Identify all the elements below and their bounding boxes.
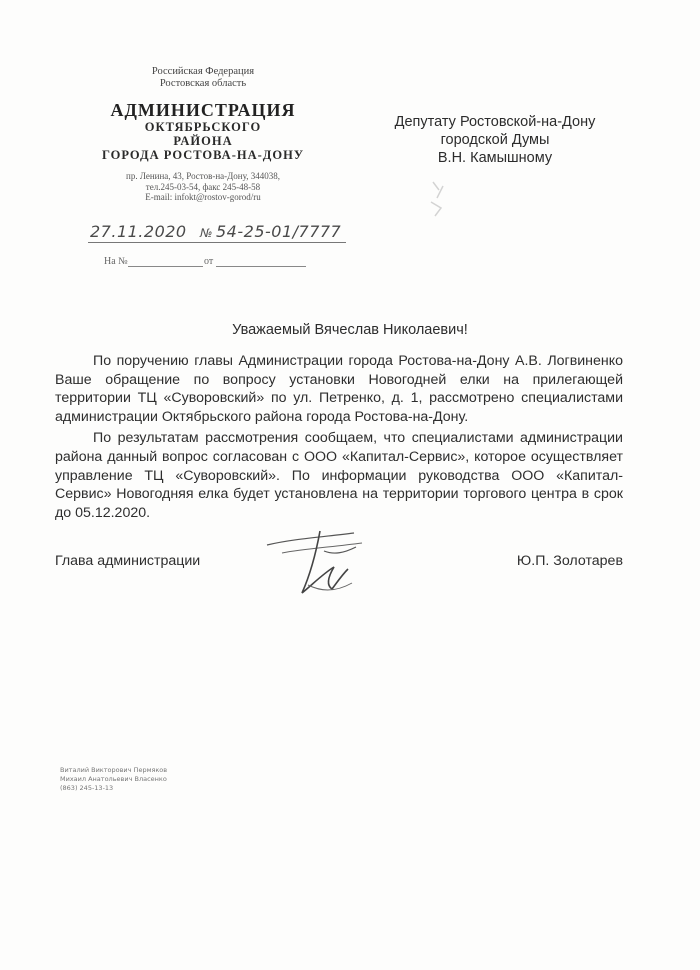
addressee-line-2: городской Думы: [440, 132, 550, 148]
letter-body: [55, 352, 623, 525]
signatory-title: Глава администрации: [55, 553, 201, 569]
reference-line: [104, 256, 314, 270]
signatory-name: Ю.П. Золотарев: [516, 553, 623, 569]
faint-mark-icon: [425, 178, 455, 218]
registration-line: [88, 222, 348, 246]
salutation: Уважаемый Вячеслав Николаевич!: [232, 322, 468, 338]
registration-underline: [88, 242, 346, 243]
org-line-2: ОКТЯБРЬСКОГО: [144, 120, 262, 134]
registration-number: 54-25-01/7777: [216, 222, 342, 241]
reference-label: На №: [104, 256, 128, 267]
body-paragraph-2: По результатам рассмотрения сообщаем, что специалистами администрации района данный вопрос согласован с ООО «Капитал-Сервис», которое осуществляет управление ТЦ «Суворовский». По информации руководства ООО «Капитал-Сервис» Новогодняя елка будет установлена на территории торгового центра в срок до 05.12.2020.: [55, 430, 623, 521]
executor-line-2: Михаил Анатольевич Власенко: [60, 775, 167, 783]
addressee-line-1: Депутату Ростовской-на-Дону: [394, 114, 596, 130]
handwritten-signature-icon: [262, 523, 372, 603]
registration-date: 27.11.2020: [90, 222, 187, 241]
registration-no-label: №: [200, 226, 213, 240]
org-line-4: ГОРОДА РОСТОВА-НА-ДОНУ: [101, 148, 304, 162]
reference-date-blank: [216, 266, 306, 267]
letterhead: [88, 66, 318, 203]
address-line: пр. Ленина, 43, Ростов-на-Дону, 344038,: [126, 171, 280, 181]
phones-line: тел.245-03-54, факс 245-48-58: [145, 181, 261, 192]
body-paragraph-1: По поручению главы Администрации города Ростова-на-Дону А.В. Логвиненко Ваше обращение по вопросу установки Новогодней елки на прилегающей территории ТЦ «Суворовский» по ул. Петренко, д. 1, рассмотрено специалистами администрации Октябрьского района города Ростова-на-Дону.: [55, 353, 623, 425]
org-title: АДМИНИСТРАЦИЯ: [110, 100, 296, 120]
region-line: Ростовская область: [159, 78, 247, 89]
country-line: Российская Федерация: [151, 66, 255, 77]
email-line: E-mail: infokt@rostov-gorod/ru: [145, 192, 261, 202]
executor-line-1: Виталий Викторович Пермяков: [60, 766, 168, 774]
reference-from-label: от: [204, 256, 214, 267]
addressee-line-3: В.Н. Камышному: [437, 150, 553, 166]
org-line-3: РАЙОНА: [173, 134, 233, 148]
executor-block: [60, 766, 260, 793]
addressee-block: [370, 113, 620, 167]
reference-number-blank: [128, 266, 203, 267]
executor-phone: (863) 245-13-13: [60, 784, 114, 792]
